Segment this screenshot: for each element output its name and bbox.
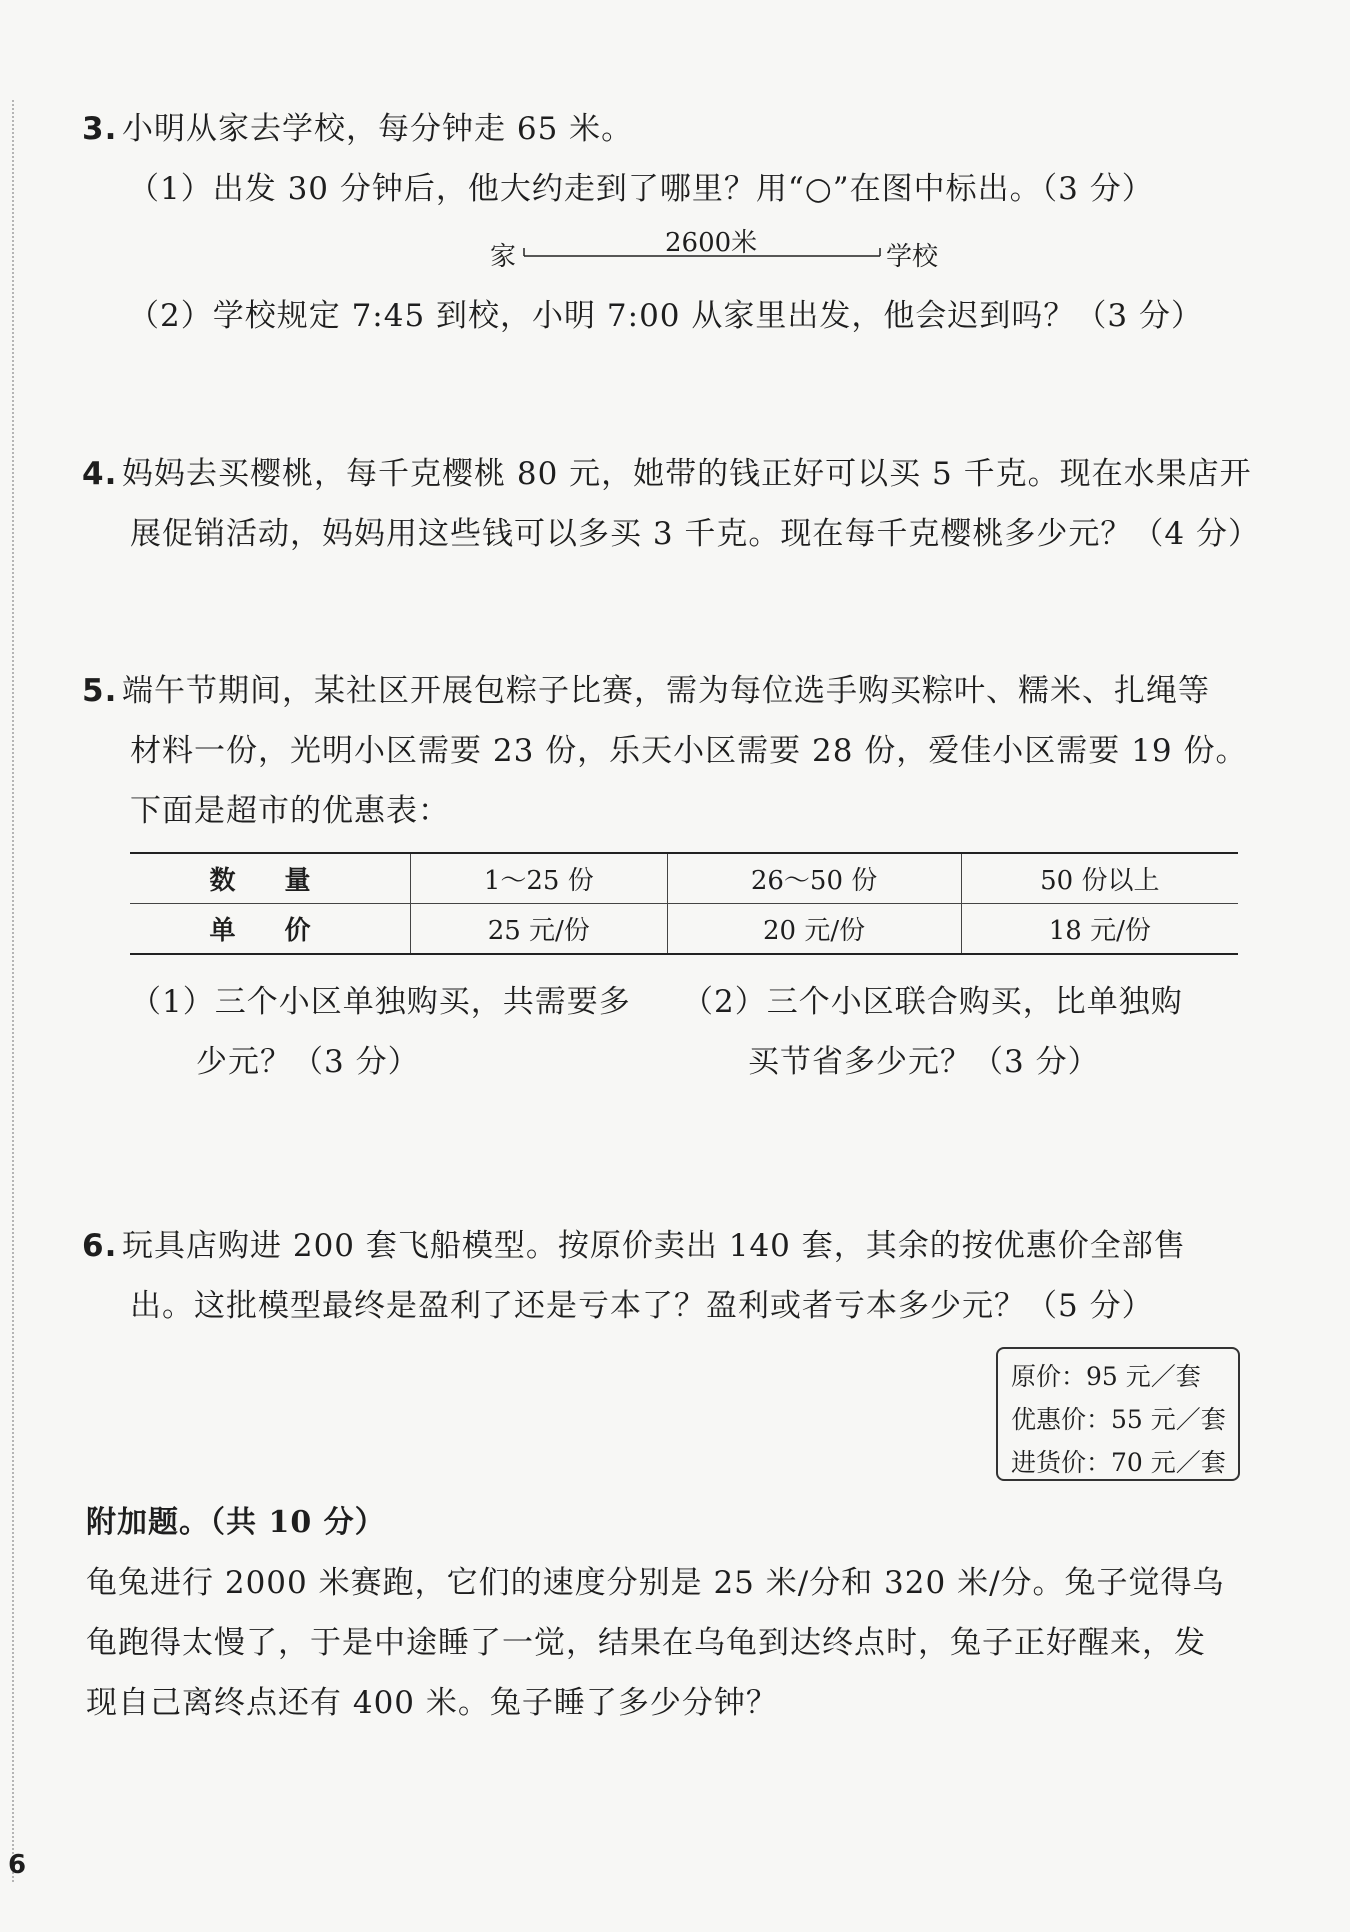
q5-part2-line1: （2）三个小区联合购买，比单独购 xyxy=(682,984,1183,1020)
q5-text-line3: 下面是超市的优惠表： xyxy=(130,793,450,829)
q3-line xyxy=(82,103,633,148)
table-cell: 20 元/份 xyxy=(667,904,961,955)
price-info-box xyxy=(996,1347,1240,1481)
q5-text-line2: 材料一份，光明小区需要 23 份，乐天小区需要 28 份，爱佳小区需要 19 份。 xyxy=(130,733,1248,769)
bonus-text-line1: 龟兔进行 2000 米赛跑，它们的速度分别是 25 米/分和 320 米/分。兔子觉得乌 xyxy=(86,1565,1225,1601)
q5-part1-line1: （1）三个小区单独购买，共需要多 xyxy=(130,984,631,1020)
q5-part1-line2: 少元？（3 分） xyxy=(196,1044,420,1080)
table-cell: 单 价 xyxy=(209,916,331,946)
page-edge-dots xyxy=(12,100,14,1882)
q6-text-line2: 出。这批模型最终是盈利了还是亏本了？盈利或者亏本多少元？（5 分） xyxy=(130,1288,1154,1324)
table-cell: 25 元/份 xyxy=(411,904,668,955)
q6-text-line1: 玩具店购进 200 套飞船模型。按原价卖出 140 套，其余的按优惠价全部售 xyxy=(122,1228,1186,1264)
table-cell: 数 量 xyxy=(130,853,411,904)
original-price: 原价：95 元／套 xyxy=(1011,1362,1201,1391)
bonus-text-line3: 现自己离终点还有 400 米。兔子睡了多少分钟？ xyxy=(86,1685,778,1721)
q5-part2-line2: 买节省多少元？（3 分） xyxy=(748,1044,1100,1080)
page-number: 6 xyxy=(8,1850,27,1880)
discount-price: 优惠价：55 元／套 xyxy=(1011,1405,1226,1434)
diagram-home-label: 家 xyxy=(490,242,517,272)
q4-text-line1: 妈妈去买樱桃，每千克樱桃 80 元，她带的钱正好可以买 5 千克。现在水果店开 xyxy=(122,456,1252,492)
q3-text: 小明从家去学校，每分钟走 65 米。 xyxy=(122,111,634,147)
q3-part2: （2）学校规定 7:45 到校，小明 7:00 从家里出发，他会迟到吗？（3 分） xyxy=(128,298,1203,334)
table-row-quantity xyxy=(130,853,1238,904)
q4-text-line2: 展促销活动，妈妈用这些钱可以多买 3 千克。现在每千克樱桃多少元？（4 分） xyxy=(130,516,1261,552)
bonus-title: 附加题。（共 10 分） xyxy=(86,1505,386,1540)
q5-text-line1: 端午节期间，某社区开展包粽子比赛，需为每位选手购买粽叶、糯米、扎绳等 xyxy=(122,673,1210,709)
discount-table xyxy=(130,852,1238,955)
table-row-unit-price xyxy=(130,904,1238,955)
table-cell: 1～25 份 xyxy=(411,853,668,904)
q3-part1: （1）出发 30 分钟后，他大约走到了哪里？用“○”在图中标出。（3 分） xyxy=(128,171,1154,207)
diagram-distance-label: 2600米 xyxy=(665,228,758,258)
q6-number: 6. xyxy=(82,1228,118,1264)
purchase-price: 进货价：70 元／套 xyxy=(1011,1448,1226,1477)
q4-line1 xyxy=(82,448,1252,493)
home-school-diagram xyxy=(490,222,950,272)
bonus-text-line2: 龟跑得太慢了，于是中途睡了一觉，结果在乌龟到达终点时，兔子正好醒来，发 xyxy=(86,1625,1206,1661)
table-cell: 26～50 份 xyxy=(667,853,961,904)
q3-number: 3. xyxy=(82,111,118,147)
q6-line1 xyxy=(82,1220,1186,1265)
table-cell: 50 份以上 xyxy=(961,853,1238,904)
q5-number: 5. xyxy=(82,673,118,709)
q5-line1 xyxy=(82,665,1210,710)
diagram-school-label: 学校 xyxy=(886,242,939,272)
q4-number: 4. xyxy=(82,456,118,492)
table-cell: 18 元/份 xyxy=(961,904,1238,955)
diagram-route-line xyxy=(522,244,882,258)
